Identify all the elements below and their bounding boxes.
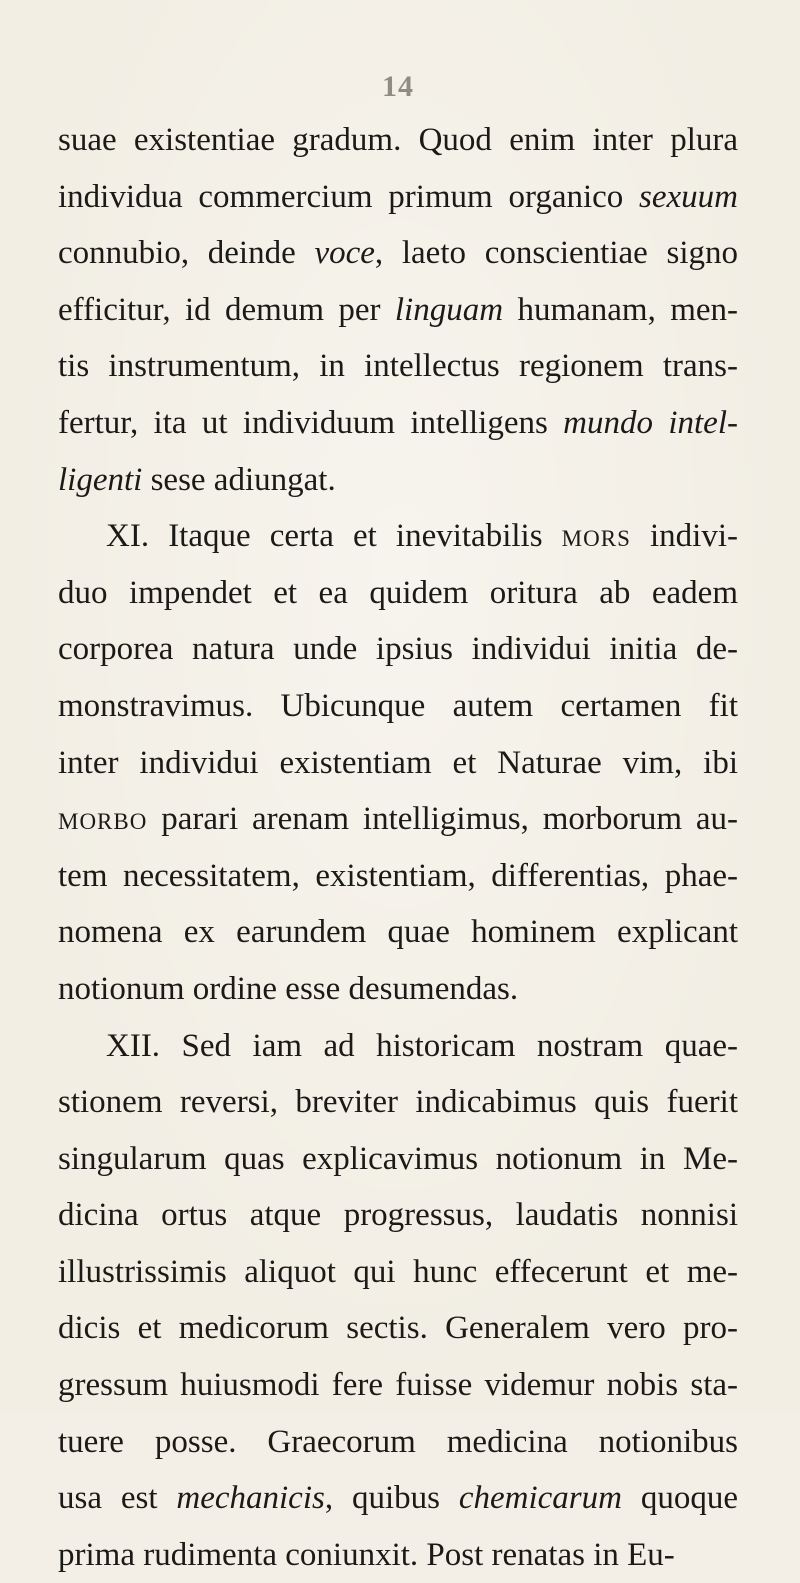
text-line (58, 1470, 738, 1527)
italic-term: mundo intel- (563, 404, 738, 441)
text-run: tem necessitatem, existentiam, differentias, phae- (58, 857, 738, 894)
text-line (58, 1018, 738, 1075)
text-run: gressum huiusmodi fere fuisse videmur nobis sta- (58, 1367, 738, 1404)
text-line (58, 1131, 738, 1188)
text-run: tuere posse. Graecorum medicina notionibus (58, 1423, 738, 1460)
text-line (58, 1414, 738, 1471)
text-run: parari arenam intelligimus, morborum au- (147, 801, 738, 838)
text-run: stionem reversi, breviter indicabimus quis fuerit (58, 1084, 738, 1121)
italic-term: chemicarum (458, 1480, 622, 1517)
text-line (58, 848, 738, 905)
text-run: connubio, deinde (58, 235, 315, 272)
text-run: monstravimus. Ubicunque autem certamen fit (58, 687, 738, 724)
text-run: tis instrumentum, in intellectus regionem trans- (58, 348, 738, 385)
text-line (58, 1357, 738, 1414)
text-line (58, 1244, 738, 1301)
text-line (58, 961, 738, 1018)
text-run: individua commercium primum organico (58, 178, 640, 215)
text-run: efficitur, id demum per (58, 291, 395, 328)
text-line (58, 225, 738, 282)
text-line (58, 112, 738, 169)
text-line (58, 452, 738, 509)
text-run: duo impendet et ea quidem oritura ab eadem (58, 574, 738, 611)
text-line (58, 735, 738, 792)
text-line (58, 395, 738, 452)
text-run: quoque (621, 1480, 738, 1517)
text-line (58, 1300, 738, 1357)
text-run: indivi- (630, 518, 738, 555)
text-line (58, 1074, 738, 1131)
text-line (58, 904, 738, 961)
text-run: nomena ex earundem quae hominem explicant (58, 914, 738, 951)
italic-term: voce (314, 235, 375, 272)
small-caps-term: morbo (58, 801, 148, 838)
text-line (58, 282, 738, 339)
italic-term: linguam (394, 291, 504, 328)
text-line (58, 169, 738, 226)
text-run: inter individui existentiam et Naturae vim, ibi (58, 744, 738, 781)
text-run: , laeto conscientiae signo (374, 235, 738, 272)
text-run: prima rudimenta coniunxit. Post renatas in Eu- (58, 1536, 675, 1573)
text-line (58, 678, 738, 735)
small-caps-term: mors (561, 518, 631, 555)
text-line (58, 1527, 738, 1583)
text-run: XII. Sed iam ad historicam nostram quae- (106, 1027, 738, 1064)
text-run: dicina ortus atque progressus, laudatis nonnisi (58, 1197, 738, 1234)
text-run: usa est (58, 1480, 177, 1517)
text-line (58, 621, 738, 678)
italic-term: ligenti (58, 461, 143, 498)
text-line (58, 565, 738, 622)
text-run: singularum quas explicavimus notionum in Me- (58, 1140, 738, 1177)
text-run: fertur, ita ut individuum intelligens (58, 404, 564, 441)
text-run: sese adiungat. (142, 461, 336, 498)
italic-term: mechanicis (176, 1480, 325, 1517)
text-run: dicis et medicorum sectis. Generalem vero pro- (58, 1310, 738, 1347)
text-line (58, 508, 738, 565)
text-run: illustrissimis aliquot qui hunc effecerunt et me- (58, 1253, 738, 1290)
text-run: notionum ordine esse desumendas. (58, 970, 519, 1007)
text-run: humanam, men- (503, 291, 738, 328)
body-text (58, 112, 738, 1583)
text-run: suae existentiae gradum. Quod enim inter plura (58, 122, 738, 158)
text-line (58, 338, 738, 395)
text-line (58, 1187, 738, 1244)
italic-term: sexuum (639, 178, 738, 215)
text-run: XI. Itaque certa et inevitabilis (106, 518, 562, 555)
page-number: 14 (382, 70, 414, 103)
text-run: , quibus (324, 1480, 459, 1517)
text-line (58, 791, 738, 848)
text-run: corporea natura unde ipsius individui initia de- (58, 631, 738, 668)
